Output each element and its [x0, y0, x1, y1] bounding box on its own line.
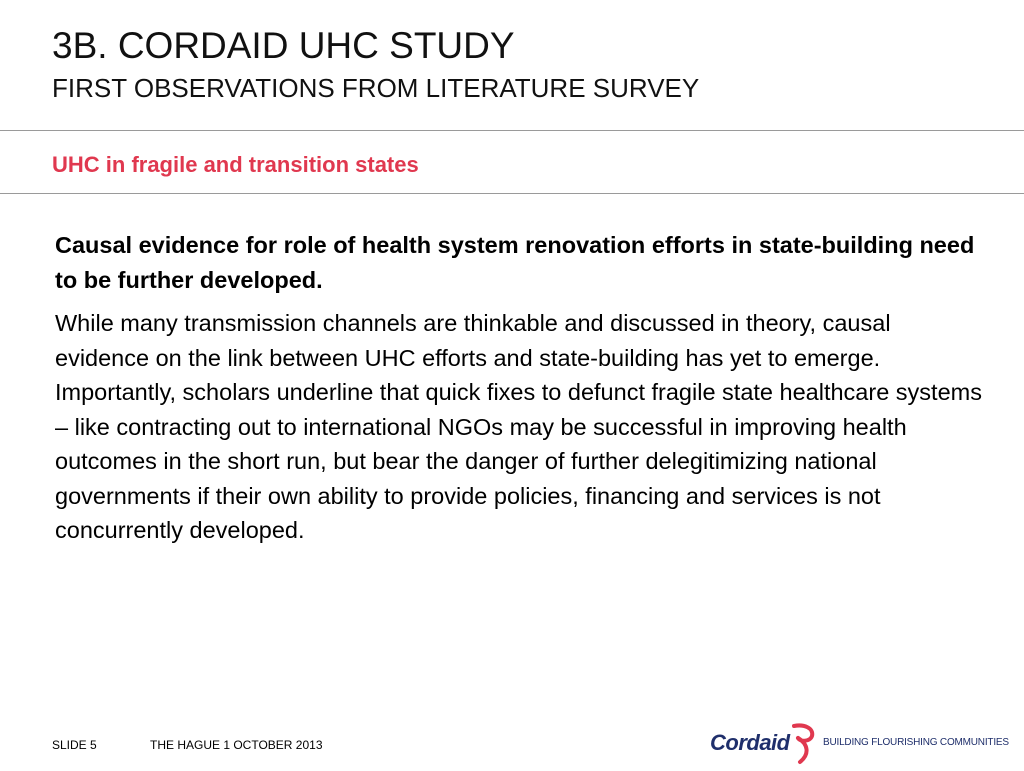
slide-title: 3B. CORDAID UHC STUDY	[52, 25, 515, 66]
logo-tagline: BUILDING FLOURISHING COMMUNITIES	[823, 737, 1009, 748]
slide-subtitle: FIRST OBSERVATIONS FROM LITERATURE SURVEY	[52, 73, 700, 103]
section-heading: UHC in fragile and transition states	[52, 152, 419, 177]
lead-statement: Causal evidence for role of health system renovation efforts in state-building need to be further developed.	[55, 232, 975, 293]
slide-number: SLIDE 5	[52, 738, 97, 752]
body-paragraph: While many transmission channels are thinkable and discussed in theory, causal evidence on the link between UHC efforts and state-building has yet to emerge. Importantly, scholars underline that quick fixes to defunct fragile state healthcare systems – like contracting out to international NGOs may be successful in improving health outcomes in the short run, but bear the danger of further delegitimizing national governments if their own ability to provide policies, financing and services is not concurrently developed.	[55, 310, 982, 543]
divider-top	[0, 130, 1024, 131]
cordaid-swoosh-icon	[784, 722, 820, 766]
logo-wordmark: Cordaid	[710, 730, 790, 755]
divider-bottom	[0, 193, 1024, 194]
place-date: THE HAGUE 1 OCTOBER 2013	[150, 738, 323, 752]
cordaid-logo	[708, 722, 1009, 766]
slide-content	[55, 228, 990, 548]
